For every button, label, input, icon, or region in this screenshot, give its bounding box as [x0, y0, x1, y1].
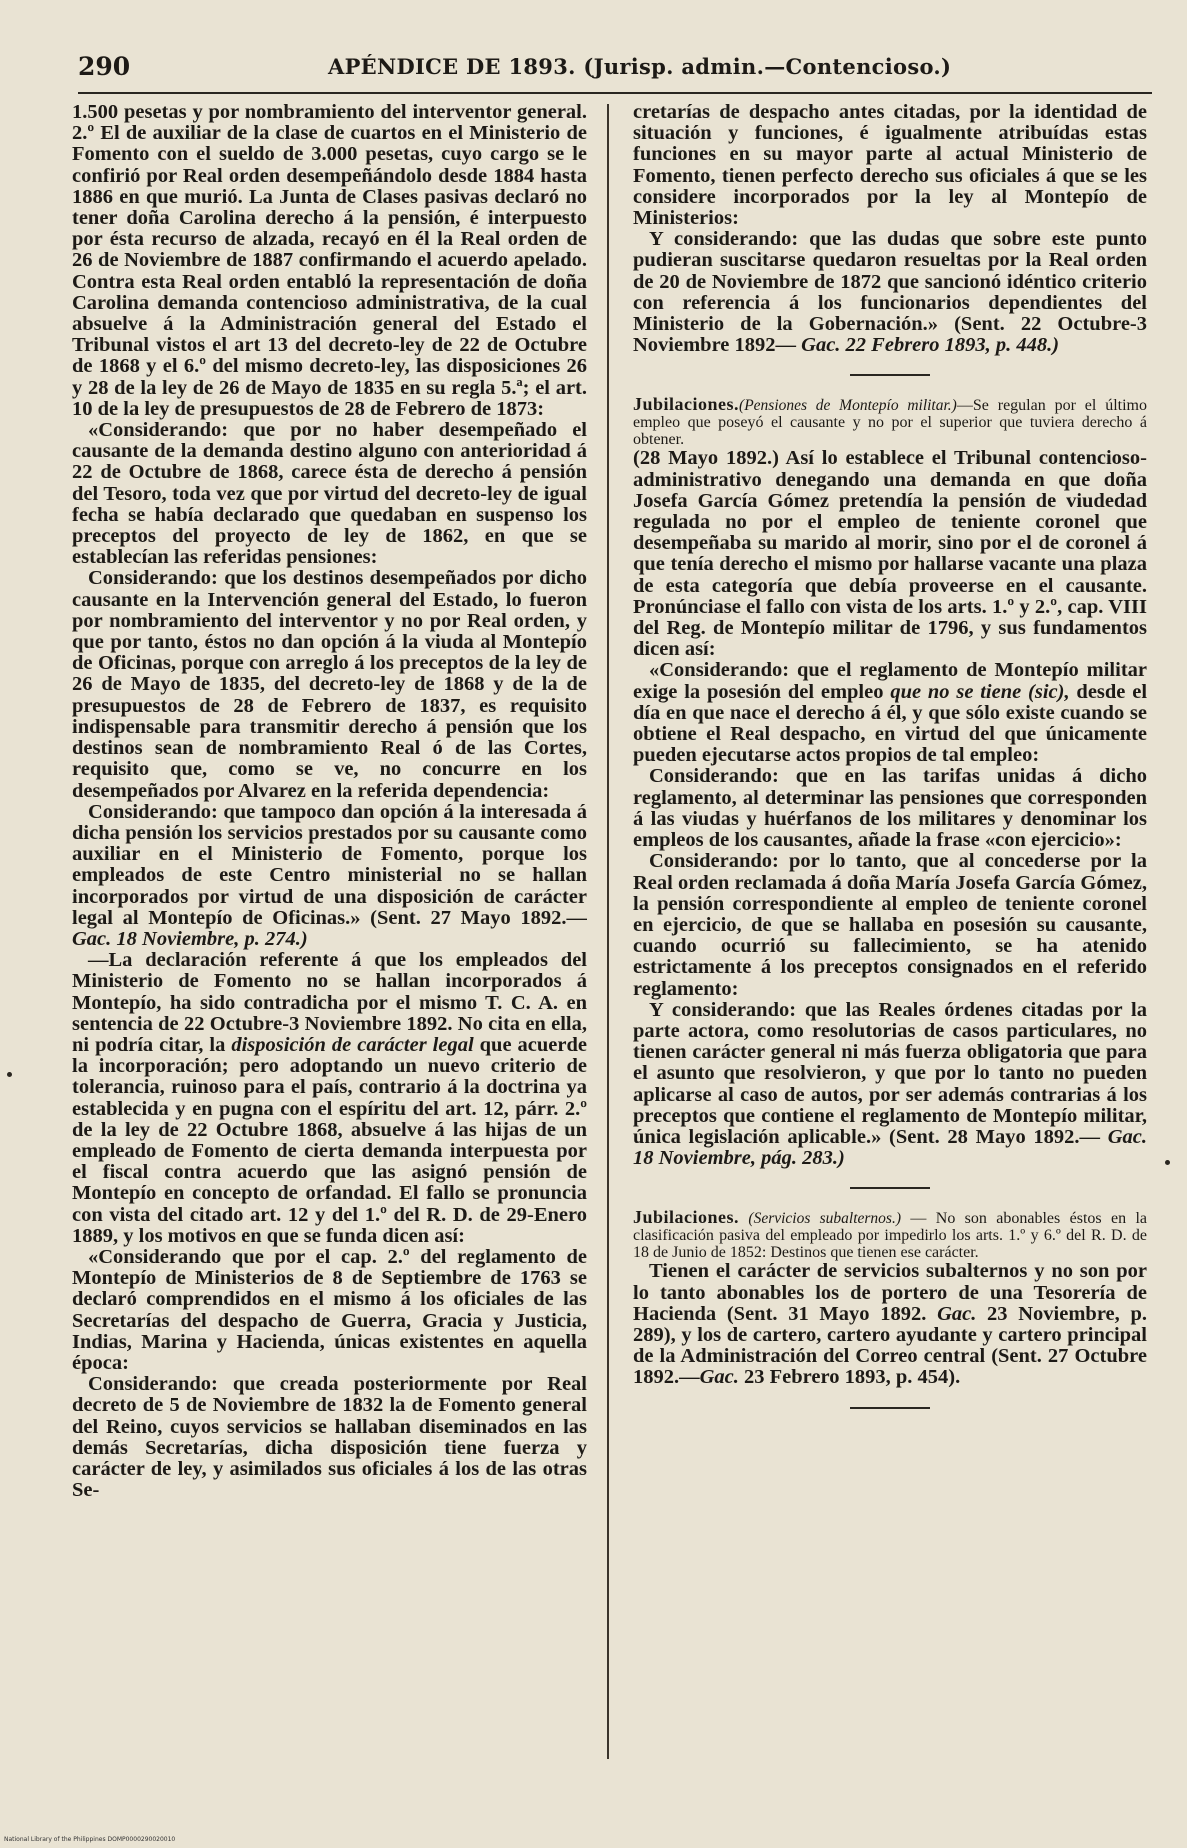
paragraph: Considerando: por lo tanto, que al concederse por la Real orden reclamada á doña María Josefa García Gómez, la pensión correspondiente al empleo de teniente coronel en ejercicio, de que se hallaba en posesión su causante, cuando ocurrió su fallecimiento, se ha atenido estrictamente á los preceptos consignados en el referido reglamento: — [633, 850, 1147, 1000]
paragraph — [72, 950, 587, 1247]
gazette-citation: Gac. 18 Noviembre, p. 274.) — [72, 927, 308, 950]
paragraph: Considerando: que en las tarifas unidas á dicho reglamento, al determinar las pensiones que corresponden á las viudas y huérfanos de los militares y denominar los empleos de los causantes, añade la frase «con ejercicio»: — [633, 765, 1147, 852]
provenance-note: National Library of the Philippines DOMP0000290020010 — [4, 1836, 176, 1843]
header-rule — [78, 92, 1152, 94]
paragraph-text: Y considerando: que las dudas que sobre este punto pudieran suscitarse quedaron resueltas por la Real orden de 20 de Noviembre de 1872 que sancionó idéntico criterio con referencia á los funcionarios dependientes del Ministerio de la Gobernación.» (Sent. 22 Octubre-3 Noviembre 1892— — [633, 228, 1147, 357]
paragraph — [633, 660, 1147, 766]
gazette-citation: Gac. 18 Noviembre, pág. 283.) — [633, 1125, 1147, 1170]
paragraph-text: Considerando: que tampoco dan opción á la interesada á dicha pensión los servicios prestados por su causante como auxiliar en el Ministerio de Fomento, porque los empleados de este Centro ministerial no se hallan incorporados por virtud de una disposición de carácter legal al Montepío de Oficinas.» (Sent. 27 Mayo 1892.— — [72, 800, 587, 929]
paragraph-text: «Considerando: que el reglamento de Montepío militar exige la posesión del empleo — [633, 659, 1147, 703]
paragraph-text: que acuerde la incorporación; pero adoptando un nuevo criterio de tolerancia, ruinoso para el país, contrario á la doctrina ya establecida y en pugna con el espíritu del art. 12, párr. 2.º de la ley de 22 Octubre 1868, absuelve á las hijas de un empleado de Fomento de cierta demanda interpuesta por el fiscal contra acuerdo que las asignó pensión de Montepío en concepto de orfandad. El fallo se pronuncia con vista del citado art. 12 y del 1.º del R. D. de 29-Enero 1889, y los motivos en que se funda dicen así: — [72, 1033, 587, 1247]
page-number: 290 — [78, 52, 131, 81]
running-head: APÉNDICE DE 1893. (Jurisp. admin.—Contencioso.) — [328, 54, 952, 79]
paragraph — [72, 802, 587, 950]
paragraph: «Considerando que por el cap. 2.º del reglamento de Montepío de Ministerios de 8 de Septiembre de 1763 se declaró comprendidos en el mismo á los oficiales de las Secretarías del despacho de Guerra, Gracia y Justicia, Indias, Marina y Hacienda, únicas existentes en aquella época: — [72, 1245, 587, 1374]
paragraph-text: Tienen el carácter de servicios subalternos y no son por lo tanto abonables los de portero de una Tesorería de Hacienda (Sent. 31 Mayo 1892. — [633, 1260, 1147, 1325]
section-title: Jubilaciones. — [633, 394, 740, 415]
section-topic: (Servicios subalternos.) — [748, 1210, 902, 1228]
gazette-citation: Gac. — [699, 1366, 739, 1389]
paragraph: «Considerando: que por no haber desempeñado el causante de la demanda destino alguno con anterioridad á 22 de Octubre de 1868, carece ésta de derecho á pensión del Tesoro, toda vez que por virtud del decreto-ley de igual fecha se había declarado que quedaban en suspenso los preceptos del proyecto de ley de 1862, en que se establecían las referidas pensiones: — [72, 419, 587, 569]
paragraph-text: Y considerando: que las Reales órdenes citadas por la parte actora, como resolutorias de casos particulares, no tienen carácter general ni más fuerza obligatoria que para el asunto que resolvieron, y que por lo tanto no pueden aplicarse al caso de autos, por ser además contrarias á los preceptos que contiene el reglamento de Montepío militar, única legislación aplicable.» (Sent. 28 Mayo 1892.— — [633, 998, 1147, 1148]
section-separator — [850, 1187, 930, 1189]
gazette-citation: Gac. — [937, 1302, 977, 1325]
column-divider — [607, 104, 609, 1759]
paragraph — [633, 229, 1147, 356]
right-column — [633, 102, 1147, 1802]
paragraph — [633, 1000, 1147, 1170]
paragraph-text: 23 Febrero 1893, p. 454). — [744, 1366, 961, 1389]
paragraph-text: desde el día en que nace el derecho á él, y que sólo existe cuando se obtiene el Real despacho, en virtud del que únicamente pueden ejecutarse actos propios de tal empleo: — [633, 680, 1147, 767]
section-separator — [850, 374, 930, 376]
paragraph — [633, 1261, 1147, 1388]
section-summary: — No son abonables éstos en la clasificación pasiva del empleado por impedirlo los arts. 1.º y 6.º del R. D. de 18 de Junio de 1852: Destinos que tienen ese carácter. — [633, 1210, 1147, 1262]
paragraph-text: —La declaración referente á que los empleados del Ministerio de Fomento no se hallan incorporados á Montepío, ha sido contradicha por el mismo T. C. A. en sentencia de 22 Octubre-3 Noviembre 1892. No cita en ella, ni podría citar, la — [72, 949, 587, 1056]
italic-phrase: disposición de carácter legal — [231, 1033, 474, 1056]
paragraph-text: 23 Noviembre, p. 289), y los de cartero, cartero ayudante y cartero principal de la Administración del Correo central (Sent. 27 Octubre 1892.— — [633, 1302, 1147, 1389]
section-heading — [633, 396, 1147, 448]
page-header — [78, 48, 1144, 88]
paragraph: (28 Mayo 1892.) Así lo establece el Tribunal contencioso-administrativo denegando una demanda en que doña Josefa García Gómez pretendía la pensión de viudedad regulada no por el empleo de teniente coronel que desempeñaba su marido al morir, sino por el de coronel á que tenía derecho el mismo por hallarse vacante una plaza de esta categoría que debía proveerse en el causante. Pronúnciase el fallo con vista de los arts. 1.º y 2.º, cap. VIII del Reg. de Montepío militar de 1796, y sus fundamentos dicen así: — [633, 447, 1147, 661]
ink-speck — [7, 1072, 12, 1077]
paragraph: 1.500 pesetas y por nombramiento del interventor general. 2.º El de auxiliar de la clase de cuartos en el Ministerio de Fomento con el sueldo de 3.000 pesetas, cuyo cargo se le confirió por Real orden desempeñándolo desde 1884 hasta 1886 en que murió. La Junta de Clases pasivas declaró no tener doña Carolina derecho á la pensión, é interpuesto por ésta recurso de alzada, recayó en él la Real orden de 26 de Noviembre de 1887 confirmando el acuerdo apelado. Contra esta Real orden entabló la representación de doña Carolina demanda contencioso administrativa, de la cual absuelve á la Administración general del Estado el Tribunal vistos el art 13 del decreto-ley de 22 de Octubre de 1868 y el 6.º del mismo decreto-ley, las disposiciones 26 y 28 de la ley de 26 de Mayo de 1835 en su regla 5.ª; el art. 10 de la ley de presupuestos de 28 de Febrero de 1873: — [72, 102, 587, 420]
section-separator — [850, 1407, 930, 1409]
gazette-citation: Gac. 22 Febrero 1893, p. 448.) — [801, 334, 1060, 357]
italic-phrase: que no se tiene (sic), — [890, 680, 1070, 703]
paragraph: cretarías de despacho antes citadas, por la identidad de situación y funciones, é igualmente atribuídas estas funciones en su mayor parte al actual Ministerio de Fomento, tienen perfecto derecho sus oficiales á que se les considere incorporados por la ley al Montepío de Ministerios: — [633, 102, 1147, 230]
section-heading — [633, 1209, 1147, 1261]
left-column — [72, 102, 587, 1802]
section-summary: —Se regulan por el último empleo que poseyó el causante y no por el superior que tuviera derecho á obtener. — [633, 397, 1147, 449]
ink-speck — [1165, 1160, 1170, 1165]
section-topic: (Pensiones de Montepío militar.) — [739, 397, 957, 415]
paragraph: Considerando: que creada posteriormente por Real decreto de 5 de Noviembre de 1832 la de Fomento general del Reino, cuyos servicios se hallaban diseminados en las demás Secretarías, dicha disposición tiene fuerza y carácter de ley, y asimilados sus oficiales á los de las otras Se- — [72, 1373, 587, 1502]
section-title: Jubilaciones. — [633, 1207, 740, 1228]
paragraph: Considerando: que los destinos desempeñados por dicho causante en la Intervención general del Estado, lo fueron por nombramiento del interventor y no por Real orden, y que por tanto, éstos no dan opción á la viuda al Montepío de Oficinas, porque con arreglo á los preceptos de la ley de 26 de Mayo de 1835, del decreto-ley de 1868 y de la de presupuestos de 28 de Febrero de 1837, es requisito indispensable para transmitir derecho á pensión que los destinos sean de nombramiento Real ó de las Cortes, requisito que, como se ve, no concurre en los desempeñados por Alvarez en la referida dependencia: — [72, 567, 587, 802]
